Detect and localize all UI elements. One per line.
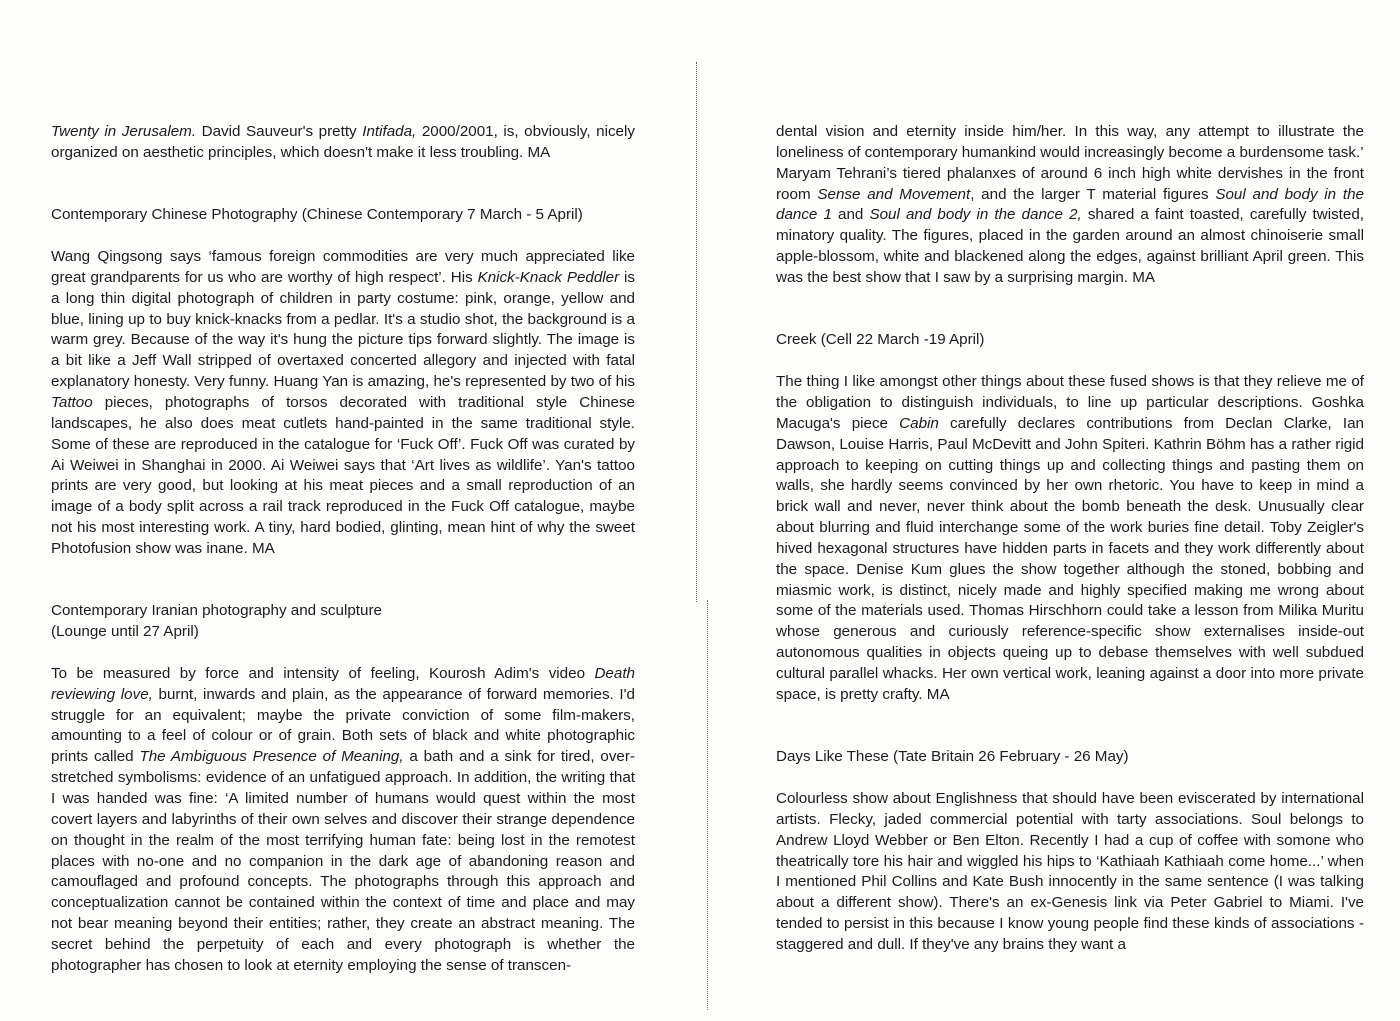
paragraph-days-like-these: Colourless show about Englishness that should have been eviscerated by international artists. Flecky, jaded commercial potential with tarty associations. Soul belongs to Andrew Lloyd Webber or Ben Elton. Recently I had a cup of coffee with somone who theatrically tore his hair and wiggled his hips to ‘Kathiaah Kathiaah come home...’ when I mentioned Phil Collins and Kate Bush innocently in the same sentence (I was talking about a different show). There's an ex-Genesis link via Peter Gabriel to Miami. I've tended to persist in this because I know young people find these kinds of associations - staggered and dull. If they've any brains they want a [776,790,1364,953]
paragraph-maryam-tehrani: Maryam Tehrani’s tiered phalanxes of around 6 inch high white dervishes in the front room Sense and Movement, and the larger T material figures Soul and body in the dance 1 and Soul and body in the dance 2, shared a faint toasted, carefully twisted, minatory quality. The figures, placed in the garden around an almost chinoiserie small apple-blossom, white and blackened along the edges, against brilliant April green. This was the best show that I saw by a surprising margin. MA [776,164,1365,286]
section-heading-creek: Creek (Cell 22 March -19 April) [776,331,985,349]
left-page-column [51,122,635,977]
paragraph-creek: The thing I like amongst other things about these fused shows is that they relieve me of the obligation to distinguish individuals, to line up particular descriptions. Goshka Macuga's piece Cabin carefully declares contributions from Declan Clarke, Ian Dawson, Louise Harris, Paul McDevitt and John Spiteri. Kathrin Böhm has a rather rigid approach to keeping on cutting things up and collecting things and pasting them on walls, she hardly seems convinced by her own rhetoric. You have to keep in mind a brick wall and never, never think about the bomb beneath the desk. Unusually clear about blurring and fluid interchange some of the work buries fine detail. Toby Zeigler's hived hexagonal structures have hidden parts in facets and they work differently about the space. Denise Kum glues the show together although the stoned, bobbing and miasmic work, is distinct, nicely made and highly specified making me wrong about some of the materials used. Thomas Hirschhorn could take a lesson from Milika Muritu whose generous and curiously reference-specific show externalises inside-out autonomous qualities in objects queing up to debase themselves with well subdued cultural parallel whacks. Her own vertical work, leaning against a door into more private space, is pretty crafty. MA [776,373,1364,703]
paragraph-chinese-photography: Wang Qingsong says ‘famous foreign commodities are very much appreciated like great grandparents for us who are worthy of high respect’. His Knick-Knack Peddler is a long thin digital photograph of children in party costume: pink, orange, yellow and blue, lining up to buy knick-knacks from a pedlar. It's a studio shot, the background is a warm grey. Because of the way it's hung the picture tips forward slightly. The image is a bit like a Jeff Wall stripped of overtaxed concerted allegory and injected with fatal explanatory honesty. Very funny. Huang Yan is amazing, he's represented by two of his Tattoo pieces, photographs of torsos decorated with traditional style Chinese landscapes, he also does meat cutlets hand-painted in the same traditional style. Some of these are reproduced in the catalogue for ‘Fuck Off’. Fuck Off was curated by Ai Weiwei in Shanghai in 2000. Ai Weiwei says that ‘Art lives as wildlife’. Yan's tattoo prints are very good, but looking at his meat pieces and a small reproduction of an image of a body split across a rail track reproduced in the Fuck Off catalogue, maybe not his most interesting work. A tiny, hard bodied, glinting, mean hint of why the sweet Photofusion show was inane. MA [51,248,636,557]
paragraph-jerusalem-review: Twenty in Jerusalem. David Sauveur's pretty Intifada, 2000/2001, is, obviously, nicely organized on aesthetic principles, which doesn't make it less troubling. MA [51,123,635,161]
section-heading-iranian-photography: Contemporary Iranian photography and sculpture (Lounge until 27 April) [51,602,382,641]
right-page-column [776,122,1364,956]
paragraph-iranian-continued: dental vision and eternity inside him/her. In this way, any attempt to illustrate the loneliness of contemporary humankind would increasingly become a burdensome task.’ [776,123,1364,161]
page-fold-divider [696,62,697,602]
section-heading-chinese-photography: Contemporary Chinese Photography (Chinese Contemporary 7 March - 5 April) [51,206,583,224]
paragraph-iranian-photography: To be measured by force and intensity of feeling, Kourosh Adim's video Death reviewing love, burnt, inwards and plain, as the appearance of forward memories. I'd struggle for an equivalent; maybe the private conviction of some film-makers, amounting to a feel of colour or of grain. Both sets of black and white photographic prints called The Ambiguous Presence of Meaning, a bath and a sink for tired, overstretched symbolisms: evidence of an unfatigued approach. In addition, the writing that I was handed was fine: ‘A limited number of humans would quest within the most covert layers and labyrinths of their own selves and discover their strange dependence on thought in the realm of the most terrifying human fate: being lost in the remotest places with no-one and no companion in the dark age of abandoning reason and camouflaged and profound concepts. The photographs through this approach and conceptualization cannot be contained within the context of time and place and may not bear meaning beyond their entities; rather, they create an abstract meaning. The secret behind the perpetuity of each and every photograph is whether the photographer has chosen to look at eternity employing the sense of transcen- [51,664,636,974]
section-heading-days-like-these: Days Like These (Tate Britain 26 February - 26 May) [776,748,1129,766]
page-fold-divider-lower [707,600,708,1010]
